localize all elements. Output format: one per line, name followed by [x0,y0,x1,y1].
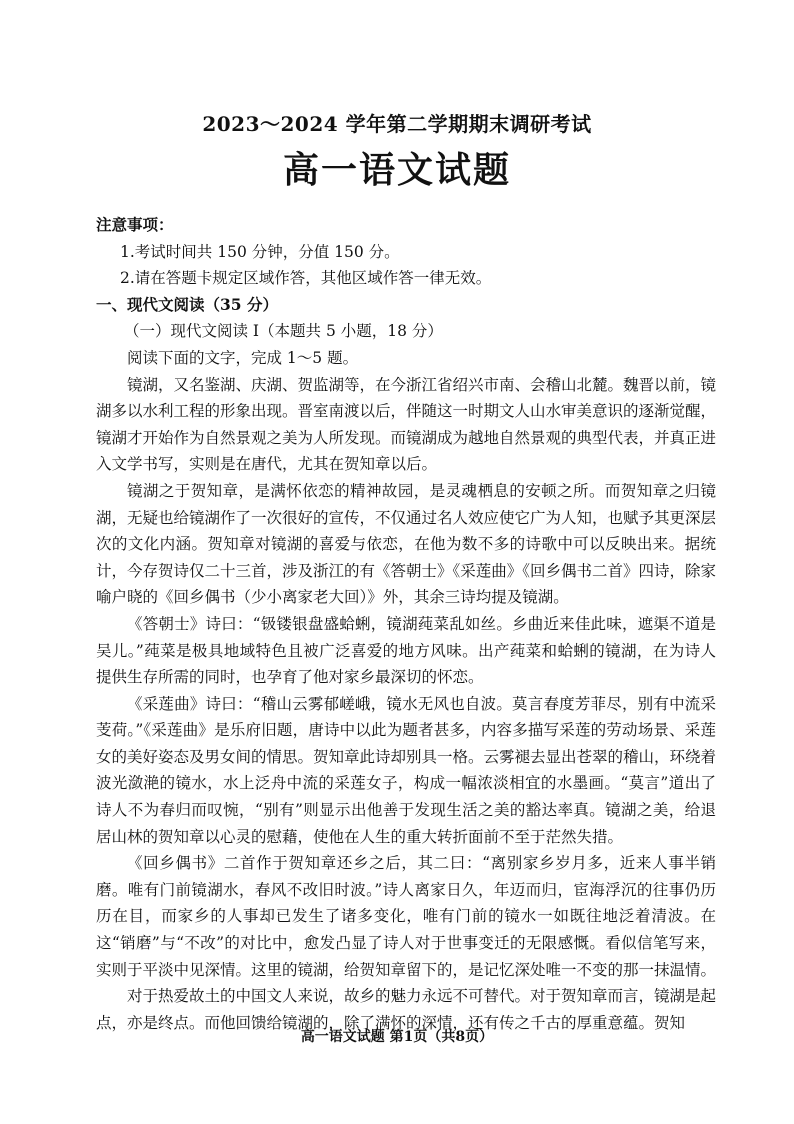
passage-paragraph: 镜湖，又名鉴湖、庆湖、贺监湖等，在今浙江省绍兴市南、会稽山北麓。魏晋以前，镜湖多以水利工程的形象出现。晋室南渡以后，伴随这一时期文人山水审美意识的逐渐觉醒，镜湖才开始作为自然景观之美为人所发现。而镜湖成为越地自然景观的典型代表，并真正进入文学书写，实则是在唐代，尤其在贺知章以后。 [96,375,717,474]
reading-instruction: 阅读下面的文字，完成 1～5 题。 [127,348,359,367]
passage-paragraph: 镜湖之于贺知章，是满怀依恋的精神故园，是灵魂栖息的安顿之所。而贺知章之归镜湖，无疑也给镜湖作了一次很好的宣传，不仅通过名人效应使它广为人知，也赋予其更深层次的文化内涵。贺知章对镜湖的喜爱与依恋，在他为数不多的诗歌中可以反映出来。据统计，今存贺诗仅二十三首，涉及浙江的有《答朝士》《采莲曲》《回乡偶书二首》四诗，除家喻户晓的《回乡偶书（少小离家老大回）》外，其余三诗均提及镜湖。 [96,481,717,607]
passage-paragraph: 《采莲曲》诗曰：“稽山云雾郁嵯峨，镜水无风也自波。莫言春度芳菲尽，别有中流采芰荷。”《采莲曲》是乐府旧题，唐诗中以此为题者甚多，内容多描写采莲的劳动场景、采莲女的美好姿态及男女间的情思。贺知章此诗却别具一格。云雾褪去显出苍翠的稽山，环绕着波光潋滟的镜水，水上泛舟中流的采莲女子，构成一幅浓淡相宜的水墨画。“莫言”道出了诗人不为春归而叹惋，“别有”则显示出他善于发现生活之美的豁达率真。镜湖之美，给退居山林的贺知章以心灵的慰藉，使他在人生的重大转折面前不至于茫然失措。 [96,694,717,846]
section-title: 一、现代文阅读（35 分） [96,294,278,314]
notice-title: 注意事项： [96,215,174,234]
notice-item: 2.请在答题卡规定区域作答，其他区域作答一律无效。 [120,269,492,288]
subject-title: 高一语文试题 [282,149,511,191]
passage-paragraph: 《答朝士》诗曰：“钑镂银盘盛蛤蜊，镜湖莼菜乱如丝。乡曲近来佳此味，遮渠不道是吴儿。”莼菜是极具地域特色且被广泛喜爱的地方风味。出产莼菜和蛤蜊的镜湖，在为诗人提供生存所需的同时，也孕育了他对家乡最深切的怀恋。 [96,614,716,687]
passage-paragraph: 对于热爱故土的中国文人来说，故乡的魅力永远不可替代。对于贺知章而言，镜湖是起点，亦是终点。而他回馈给镜湖的，除了满怀的深情，还有传之千古的厚重意蕴。贺知 [96,987,717,1032]
exam-name: 2023～2024 学年第二学期期末调研考试 [202,112,592,136]
subsection-title: （一）现代文阅读 Ⅰ（本题共 5 小题，18 分） [124,322,443,341]
passage-paragraph: 《回乡偶书》二首作于贺知章还乡之后，其二曰：“离别家乡岁月多，近来人事半销磨。唯有门前镜湖水，春风不改旧时波。”诗人离家日久，年迈而归，宦海浮沉的往事仍历历在目，而家乡的人事却已发生了诸多变化，唯有门前的镜水一如既往地泛着清波。在这“销磨”与“不改”的对比中，愈发凸显了诗人对于世事变迁的无限感慨。看似信笔写来，实则于平淡中见深情。这里的镜湖，给贺知章留下的，是记忆深处唯一不变的那一抹温情。 [96,854,717,979]
page-footer: 高一语文试题 第1页（共8页） [300,1029,494,1045]
notice-item: 1.考试时间共 150 分钟，分值 150 分。 [120,242,400,261]
exam-body [96,212,716,1036]
